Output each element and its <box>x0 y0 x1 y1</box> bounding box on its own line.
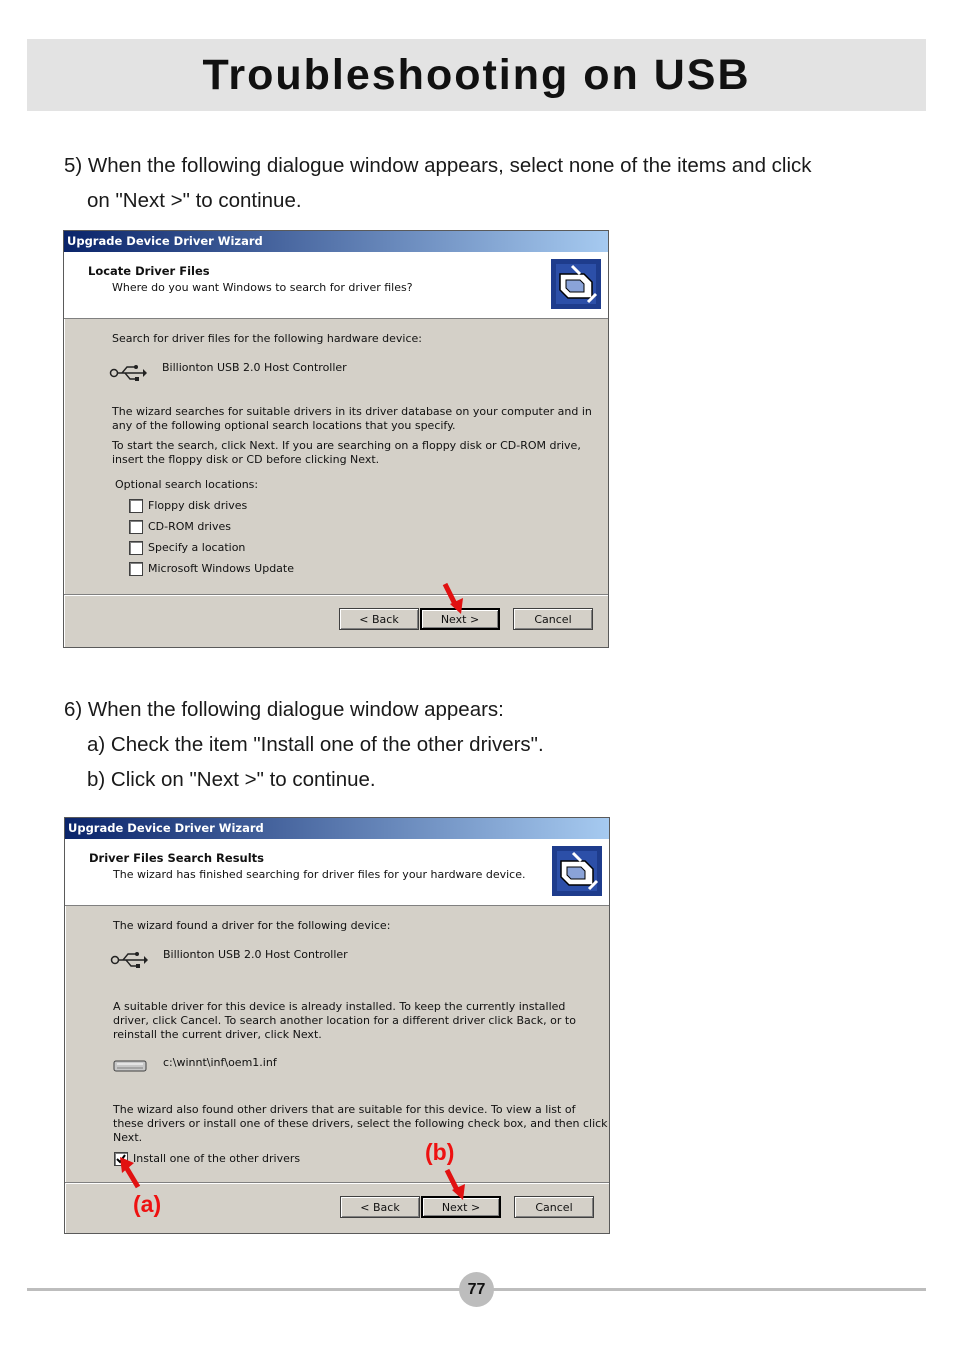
step5-instructions <box>64 148 812 218</box>
specify-location-label: Specify a location <box>148 541 246 554</box>
step5-line1: 5) When the following dialogue window appears, select none of the items and click <box>64 154 812 177</box>
callout-a-label: (a) <box>133 1191 162 1217</box>
dialog-header-title: Driver Files Search Results <box>89 851 265 865</box>
back-button[interactable]: < Back <box>340 1196 420 1218</box>
button-separator <box>64 594 608 596</box>
usb-icon <box>110 950 148 970</box>
next-button[interactable]: Next > <box>420 608 500 630</box>
dialog-title-bar: Upgrade Device Driver Wizard <box>64 231 608 252</box>
found-driver-intro: The wizard found a driver for the following device: <box>113 919 391 932</box>
dialog-header <box>65 839 609 906</box>
dialog-header <box>64 252 608 319</box>
driver-path: c:\winnt\inf\oem1.inf <box>163 1056 277 1069</box>
page-number: 77 <box>459 1272 494 1307</box>
dialog-header-subtitle: Where do you want Windows to search for driver files? <box>112 281 413 294</box>
driver-file-icon <box>113 1059 147 1073</box>
other-drivers-line3: Next. <box>113 1131 143 1144</box>
wizard-description-line2: any of the following optional search locations that you specify. <box>112 419 456 432</box>
device-name: Billionton USB 2.0 Host Controller <box>163 948 348 961</box>
dialog-header-subtitle: The wizard has finished searching for driver files for your hardware device. <box>113 868 526 881</box>
dialog-title-bar: Upgrade Device Driver Wizard <box>65 818 609 839</box>
start-search-line2: insert the floppy disk or CD before clicking Next. <box>112 453 380 466</box>
red-arrow-icon <box>443 1168 467 1202</box>
install-other-drivers-label: Install one of the other drivers <box>133 1152 301 1165</box>
red-arrow-icon <box>118 1155 142 1189</box>
other-drivers-line2: these drivers or install one of these drivers, select the following check box, and then click <box>113 1117 608 1130</box>
installed-driver-line3: reinstall the current driver, click Next. <box>113 1028 322 1041</box>
windows-update-checkbox[interactable] <box>129 562 143 576</box>
cancel-button[interactable]: Cancel <box>513 608 593 630</box>
search-intro-text: Search for driver files for the following hardware device: <box>112 332 423 345</box>
locate-driver-files-dialog <box>63 230 609 648</box>
installed-driver-line1: A suitable driver for this device is already installed. To keep the currently installed <box>113 1000 566 1013</box>
next-button[interactable]: Next > <box>421 1196 501 1218</box>
start-search-line1: To start the search, click Next. If you are searching on a floppy disk or CD-ROM drive, <box>112 439 581 452</box>
hardware-wizard-icon <box>550 258 602 310</box>
floppy-disk-label: Floppy disk drives <box>148 499 248 512</box>
windows-update-label: Microsoft Windows Update <box>148 562 294 575</box>
callout-b-label: (b) <box>425 1139 455 1165</box>
installed-driver-line2: driver, click Cancel. To search another location for a different driver click Back, or to <box>113 1014 576 1027</box>
hardware-wizard-icon <box>551 845 603 897</box>
red-arrow-icon <box>441 582 465 616</box>
other-drivers-line1: The wizard also found other drivers that are suitable for this device. To view a list of <box>113 1103 576 1116</box>
driver-search-results-dialog <box>64 817 610 1234</box>
optional-locations-label: Optional search locations: <box>115 478 259 491</box>
device-name: Billionton USB 2.0 Host Controller <box>162 361 347 374</box>
floppy-disk-checkbox[interactable] <box>129 499 143 513</box>
cd-rom-checkbox[interactable] <box>129 520 143 534</box>
usb-icon <box>109 363 147 383</box>
step6-line1: 6) When the following dialogue window appears: <box>64 698 504 721</box>
step6-line2: a) Check the item "Install one of the other drivers". <box>87 733 544 756</box>
step6-line3: b) Click on "Next >" to continue. <box>87 768 376 791</box>
wizard-description-line1: The wizard searches for suitable drivers in its driver database on your computer and in <box>112 405 592 418</box>
page-title-bar <box>27 39 926 111</box>
dialog-header-title: Locate Driver Files <box>88 264 210 278</box>
back-button[interactable]: < Back <box>339 608 419 630</box>
step6-instructions <box>64 692 544 797</box>
cancel-button[interactable]: Cancel <box>514 1196 594 1218</box>
cd-rom-label: CD-ROM drives <box>148 520 231 533</box>
step5-line2: on "Next >" to continue. <box>87 189 302 212</box>
page-title: Troubleshooting on USB <box>202 50 751 99</box>
button-separator <box>65 1182 609 1184</box>
specify-location-checkbox[interactable] <box>129 541 143 555</box>
